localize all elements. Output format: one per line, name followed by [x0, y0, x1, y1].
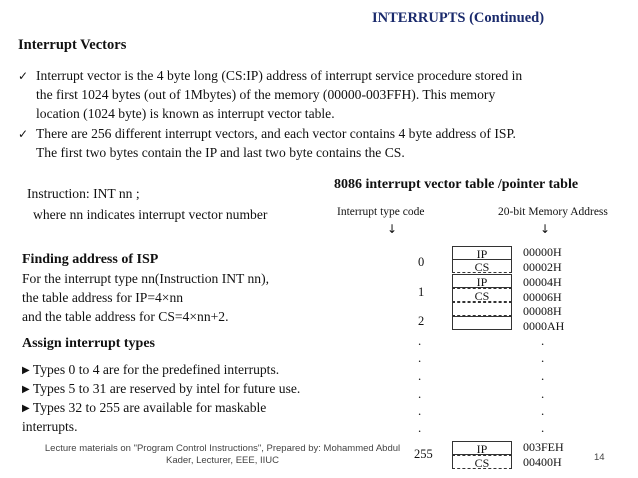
assign-types-line: interrupts.	[22, 419, 78, 434]
checkmark-icon: ✓	[18, 69, 29, 83]
bullet-line: the first 1024 bytes (out of 1Mbytes) of the memory (00000-003FFH). This memory	[36, 87, 496, 102]
bullet-line: Interrupt vector is the 4 byte long (CS:IP) address of interrupt service procedure stored in	[36, 68, 523, 83]
type-code: 2	[418, 314, 425, 328]
memory-address: 00002H	[523, 260, 562, 274]
type-code-ellipsis: .	[418, 420, 422, 435]
vector-cell-cs: CS	[452, 288, 512, 302]
assign-types-line: ▶ Types 0 to 4 are for the predefined interrupts.	[22, 362, 280, 377]
type-code: 0	[418, 255, 425, 269]
table-title: 8086 interrupt vector table /pointer table	[334, 177, 579, 192]
memory-address: 00004H	[523, 275, 562, 289]
finding-address-line: and the table address for CS=4×nn+2.	[22, 309, 229, 324]
memory-address: 00008H	[523, 304, 562, 318]
vector-cell-ip: IP	[452, 246, 512, 260]
memory-address: 003FEH	[523, 440, 564, 454]
finding-address-heading: Finding address of ISP	[22, 252, 159, 267]
vector-cell-ip: IP	[452, 274, 512, 288]
memory-address: 0000AH	[523, 319, 565, 333]
assign-types-heading: Assign interrupt types	[22, 336, 156, 351]
address-ellipsis: .	[541, 403, 545, 418]
address-ellipsis: .	[541, 420, 545, 435]
type-code-ellipsis: .	[418, 350, 422, 365]
bullet-line: There are 256 different interrupt vectors, and each vector contains 4 byte address of ISP.	[36, 126, 516, 141]
checkmark-icon: ✓	[18, 127, 29, 141]
memory-address: 00000H	[523, 245, 562, 259]
vector-cell-ip: IP	[452, 441, 512, 455]
triangle-bullet-icon: ▶	[22, 365, 30, 376]
type-code-ellipsis: .	[418, 403, 422, 418]
vector-cell-cs: CS	[452, 455, 512, 469]
vector-cell-empty	[452, 302, 512, 316]
slide-title: INTERRUPTS (Continued)	[372, 10, 545, 26]
type-code-ellipsis: .	[418, 368, 422, 383]
type-code-ellipsis: .	[418, 333, 422, 348]
bullet-line: The first two bytes contain the IP and last two byte contains the CS.	[36, 145, 405, 160]
section-heading: Interrupt Vectors	[18, 37, 127, 53]
memory-address: 00006H	[523, 290, 562, 304]
vector-cell-empty	[452, 316, 512, 330]
instruction-description: where nn indicates interrupt vector number	[33, 207, 268, 222]
type-code-header: Interrupt type code	[337, 206, 425, 218]
address-ellipsis: .	[541, 350, 545, 365]
type-code-ellipsis: .	[418, 386, 422, 401]
type-code: 1	[418, 285, 425, 299]
address-ellipsis: .	[541, 386, 545, 401]
instruction-line: Instruction: INT nn ;	[27, 186, 140, 201]
bullet-line: location (1024 byte) is known as interrupt vector table.	[36, 106, 335, 121]
type-code: 255	[414, 447, 433, 461]
triangle-bullet-icon: ▶	[22, 403, 30, 414]
address-ellipsis: .	[541, 368, 545, 383]
down-arrow-icon: ↓	[387, 222, 398, 236]
memory-address: 00400H	[523, 455, 562, 469]
memory-address-header: 20-bit Memory Address	[498, 206, 608, 218]
down-arrow-icon: ↓	[540, 222, 551, 236]
address-ellipsis: .	[541, 333, 545, 348]
page-number: 14	[594, 452, 605, 463]
triangle-bullet-icon: ▶	[22, 384, 30, 395]
assign-types-line: ▶ Types 32 to 255 are available for maskable	[22, 400, 267, 415]
finding-address-line: For the interrupt type nn(Instruction INT nn),	[22, 271, 270, 286]
finding-address-line: the table address for IP=4×nn	[22, 290, 184, 305]
assign-types-line: ▶ Types 5 to 31 are reserved by intel for future use.	[22, 381, 301, 396]
vector-cell-cs: CS	[452, 259, 512, 273]
footer-credit: Lecture materials on "Program Control Instructions", Prepared by: Mohammed Abdul Kader, Lecturer, EEE, IIUC	[44, 443, 401, 466]
